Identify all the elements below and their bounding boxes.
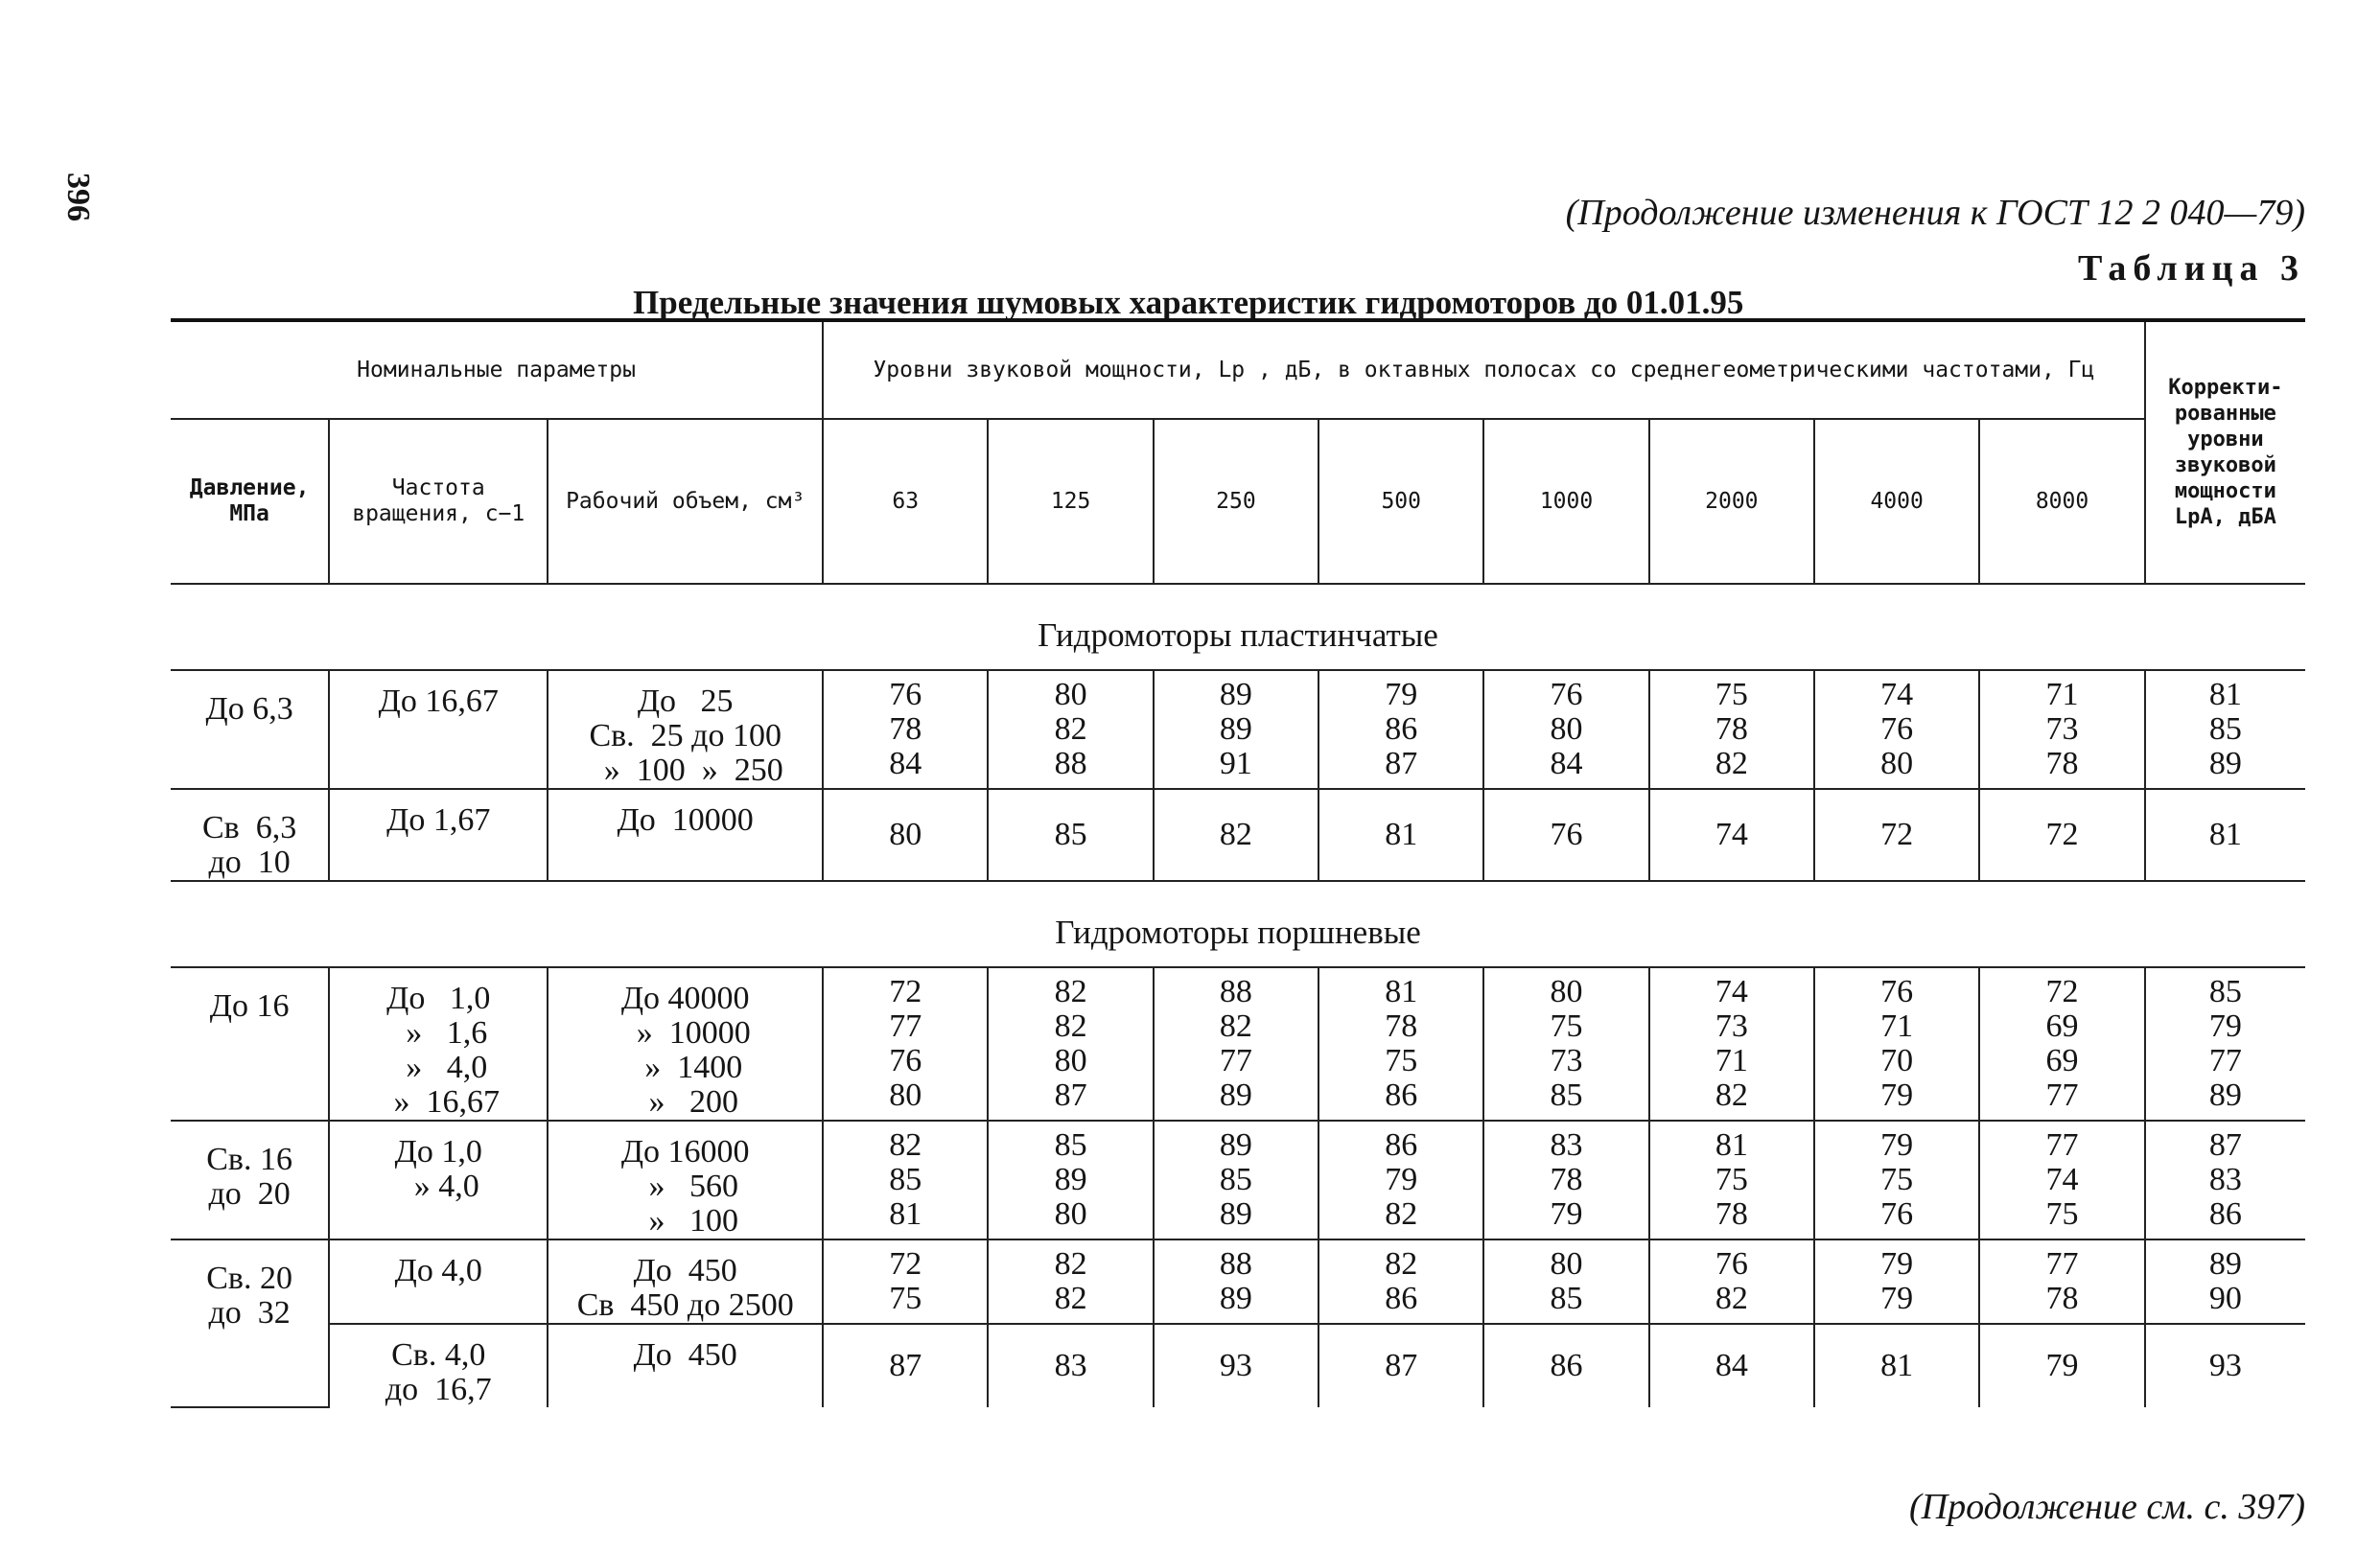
rotation-freq-cell: До 1,67 — [329, 789, 548, 881]
level-cell-63: 72 75 — [823, 1239, 988, 1324]
level-cell-4000: 79 75 76 — [1814, 1121, 1979, 1239]
corrected-level-cell: 81 — [2145, 789, 2305, 881]
level-cell-500: 87 — [1318, 1324, 1483, 1407]
level-cell-1000: 80 85 — [1483, 1239, 1648, 1324]
level-cell-8000: 71 73 78 — [1979, 670, 2144, 789]
level-cell-125: 85 89 80 — [988, 1121, 1153, 1239]
header-freq-8000: 8000 — [1979, 419, 2144, 584]
header-sound-power: Уровни звуковой мощности, Lp , дБ, в октавных полосах со среднегеометрическими частотами, Гц — [823, 320, 2145, 419]
rotation-freq-cell: До 1,0 » 4,0 — [329, 1121, 548, 1239]
header-nominal-params: Номинальные параметры — [171, 320, 823, 419]
level-cell-8000: 79 — [1979, 1324, 2144, 1407]
corrected-level-cell: 93 — [2145, 1324, 2305, 1407]
level-cell-1000: 76 — [1483, 789, 1648, 881]
level-cell-500: 81 78 75 86 — [1318, 967, 1483, 1121]
header-freq-250: 250 — [1154, 419, 1318, 584]
level-cell-4000: 76 71 70 79 — [1814, 967, 1979, 1121]
level-cell-63: 87 — [823, 1324, 988, 1407]
section-title: Гидромоторы поршневые — [171, 881, 2305, 967]
header-corrected: Корректированные уровни звуковой мощности LpA, дБА — [2145, 320, 2305, 584]
level-cell-125: 80 82 88 — [988, 670, 1153, 789]
pressure-cell: Св 6,3 до 10 — [171, 789, 329, 881]
header-pressure: Давление, МПа — [171, 419, 329, 584]
level-cell-1000: 83 78 79 — [1483, 1121, 1648, 1239]
working-volume-cell: До 10000 — [548, 789, 823, 881]
level-cell-500: 81 — [1318, 789, 1483, 881]
level-cell-2000: 76 82 — [1649, 1239, 1814, 1324]
level-cell-500: 86 79 82 — [1318, 1121, 1483, 1239]
page-number: 396 — [60, 173, 96, 221]
table-label: Таблица 3 — [2077, 248, 2305, 289]
footer-continuation: (Продолжение см. с. 397) — [1908, 1487, 2305, 1527]
level-cell-4000: 81 — [1814, 1324, 1979, 1407]
pressure-cell: До 16 — [171, 967, 329, 1121]
level-cell-125: 82 82 — [988, 1239, 1153, 1324]
rotation-freq-cell: До 1,0 » 1,6 » 4,0 » 16,67 — [329, 967, 548, 1121]
working-volume-cell: До 450 — [548, 1324, 823, 1407]
working-volume-cell: До 16000 » 560 » 100 — [548, 1121, 823, 1239]
corrected-level-cell: 87 83 86 — [2145, 1121, 2305, 1239]
noise-limits-table — [171, 318, 2305, 1408]
corrected-level-cell: 89 90 — [2145, 1239, 2305, 1324]
level-cell-8000: 77 78 — [1979, 1239, 2144, 1324]
working-volume-cell: До 25 Св. 25 до 100 » 100 » 250 — [548, 670, 823, 789]
section-title: Гидромоторы пластинчатые — [171, 584, 2305, 670]
level-cell-250: 88 82 77 89 — [1154, 967, 1318, 1121]
level-cell-63: 72 77 76 80 — [823, 967, 988, 1121]
header-freq-125: 125 — [988, 419, 1153, 584]
level-cell-125: 83 — [988, 1324, 1153, 1407]
header-freq-4000: 4000 — [1814, 419, 1979, 584]
level-cell-63: 80 — [823, 789, 988, 881]
corrected-level-cell: 85 79 77 89 — [2145, 967, 2305, 1121]
header-working-volume: Рабочий объем, см³ — [548, 419, 823, 584]
level-cell-1000: 86 — [1483, 1324, 1648, 1407]
header-freq-1000: 1000 — [1483, 419, 1648, 584]
level-cell-8000: 72 — [1979, 789, 2144, 881]
level-cell-2000: 75 78 82 — [1649, 670, 1814, 789]
level-cell-4000: 72 — [1814, 789, 1979, 881]
level-cell-2000: 84 — [1649, 1324, 1814, 1407]
rotation-freq-cell: До 16,67 — [329, 670, 548, 789]
level-cell-2000: 74 73 71 82 — [1649, 967, 1814, 1121]
header-freq-63: 63 — [823, 419, 988, 584]
level-cell-63: 76 78 84 — [823, 670, 988, 789]
pressure-cell: Св. 20 до 32 — [171, 1239, 329, 1407]
level-cell-250: 89 85 89 — [1154, 1121, 1318, 1239]
corrected-level-cell: 81 85 89 — [2145, 670, 2305, 789]
level-cell-4000: 79 79 — [1814, 1239, 1979, 1324]
header-rotation-freq: Частота вращения, с−1 — [329, 419, 548, 584]
rotation-freq-cell: Св. 4,0 до 16,7 — [329, 1324, 548, 1407]
level-cell-4000: 74 76 80 — [1814, 670, 1979, 789]
level-cell-250: 93 — [1154, 1324, 1318, 1407]
level-cell-1000: 80 75 73 85 — [1483, 967, 1648, 1121]
rotation-freq-cell: До 4,0 — [329, 1239, 548, 1324]
level-cell-63: 82 85 81 — [823, 1121, 988, 1239]
level-cell-250: 89 89 91 — [1154, 670, 1318, 789]
level-cell-8000: 72 69 69 77 — [1979, 967, 2144, 1121]
level-cell-125: 82 82 80 87 — [988, 967, 1153, 1121]
continuation-header: (Продолжение изменения к ГОСТ 12 2 040—79) — [1565, 193, 2305, 233]
level-cell-1000: 76 80 84 — [1483, 670, 1648, 789]
table-title: Предельные значения шумовых характеристик гидромоторов до 01.01.95 — [633, 284, 1744, 321]
level-cell-500: 79 86 87 — [1318, 670, 1483, 789]
pressure-cell: До 6,3 — [171, 670, 329, 789]
level-cell-250: 88 89 — [1154, 1239, 1318, 1324]
level-cell-2000: 81 75 78 — [1649, 1121, 1814, 1239]
level-cell-125: 85 — [988, 789, 1153, 881]
header-freq-500: 500 — [1318, 419, 1483, 584]
pressure-cell: Св. 16 до 20 — [171, 1121, 329, 1239]
level-cell-8000: 77 74 75 — [1979, 1121, 2144, 1239]
working-volume-cell: До 450 Св 450 до 2500 — [548, 1239, 823, 1324]
level-cell-2000: 74 — [1649, 789, 1814, 881]
working-volume-cell: До 40000 » 10000 » 1400 » 200 — [548, 967, 823, 1121]
level-cell-500: 82 86 — [1318, 1239, 1483, 1324]
level-cell-250: 82 — [1154, 789, 1318, 881]
header-freq-2000: 2000 — [1649, 419, 1814, 584]
